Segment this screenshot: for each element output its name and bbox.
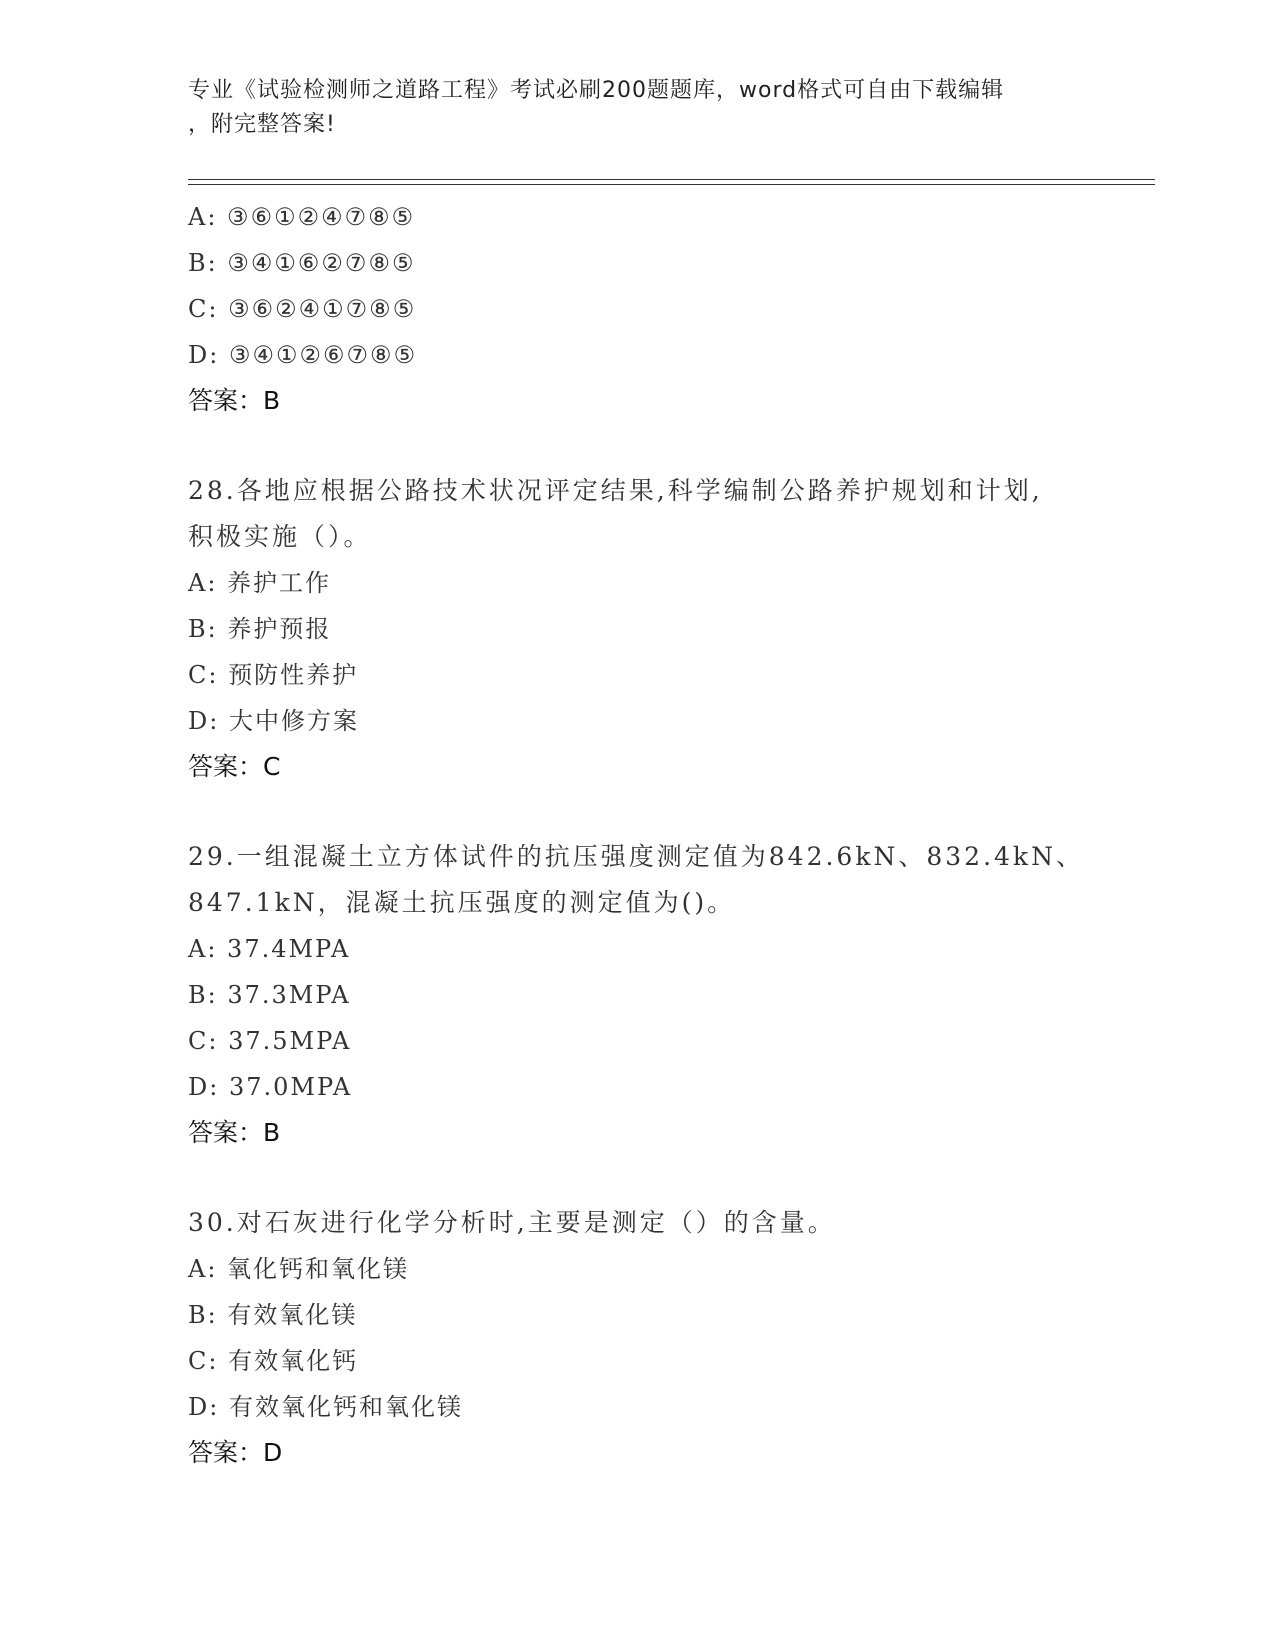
question-list [188, 194, 1148, 1476]
question-29 [188, 834, 1148, 1156]
header-title-line1: 专业《试验检测师之道路工程》考试必刷200题题库，word格式可自由下载编辑 [188, 78, 1005, 103]
option-d: D: 大中修方案 [188, 707, 359, 735]
answer-line: 答案：B [188, 1118, 281, 1147]
option-d: D: 37.0MPA [188, 1073, 353, 1101]
option-d: D: ③④①②⑥⑦⑧⑤ [188, 341, 418, 369]
answer-line: 答案：C [188, 752, 281, 781]
option-a: A: 37.4MPA [188, 935, 351, 963]
option-b: B: 养护预报 [188, 615, 332, 643]
option-a: A: ③⑥①②④⑦⑧⑤ [188, 203, 416, 231]
option-a: A: 氧化钙和氧化镁 [188, 1255, 410, 1283]
header-divider-top [188, 179, 1155, 180]
option-a: A: 养护工作 [188, 569, 332, 597]
header-title-line2: ，附完整答案! [188, 112, 336, 137]
option-b: B: 37.3MPA [188, 981, 351, 1009]
question-28 [188, 468, 1148, 790]
question-30 [188, 1200, 1148, 1476]
question-text-line2: 847.1kN，混凝土抗压强度的测定值为()。 [188, 888, 736, 917]
option-d: D: 有效氧化钙和氧化镁 [188, 1393, 463, 1421]
option-c: C: 37.5MPA [188, 1027, 352, 1055]
option-c: C: 有效氧化钙 [188, 1347, 359, 1375]
header-divider-bottom [188, 184, 1155, 185]
option-c: C: 预防性养护 [188, 661, 359, 689]
option-c: C: ③⑥②④①⑦⑧⑤ [188, 295, 417, 323]
question-text-line1: 30.对石灰进行化学分析时,主要是测定（）的含量。 [188, 1208, 836, 1237]
question-text-line1: 28.各地应根据公路技术状况评定结果,科学编制公路养护规划和计划, [188, 476, 1043, 505]
document-header [188, 74, 1088, 142]
option-b: B: ③④①⑥②⑦⑧⑤ [188, 249, 416, 277]
option-b: B: 有效氧化镁 [188, 1301, 358, 1329]
question-27-continued [188, 194, 1148, 424]
answer-line: 答案：D [188, 1438, 283, 1467]
question-text-line2: 积极实施（）。 [188, 522, 372, 551]
question-text-line1: 29.一组混凝土立方体试件的抗压强度测定值为842.6kN、832.4kN、 [188, 842, 1084, 871]
answer-line: 答案：B [188, 386, 281, 415]
